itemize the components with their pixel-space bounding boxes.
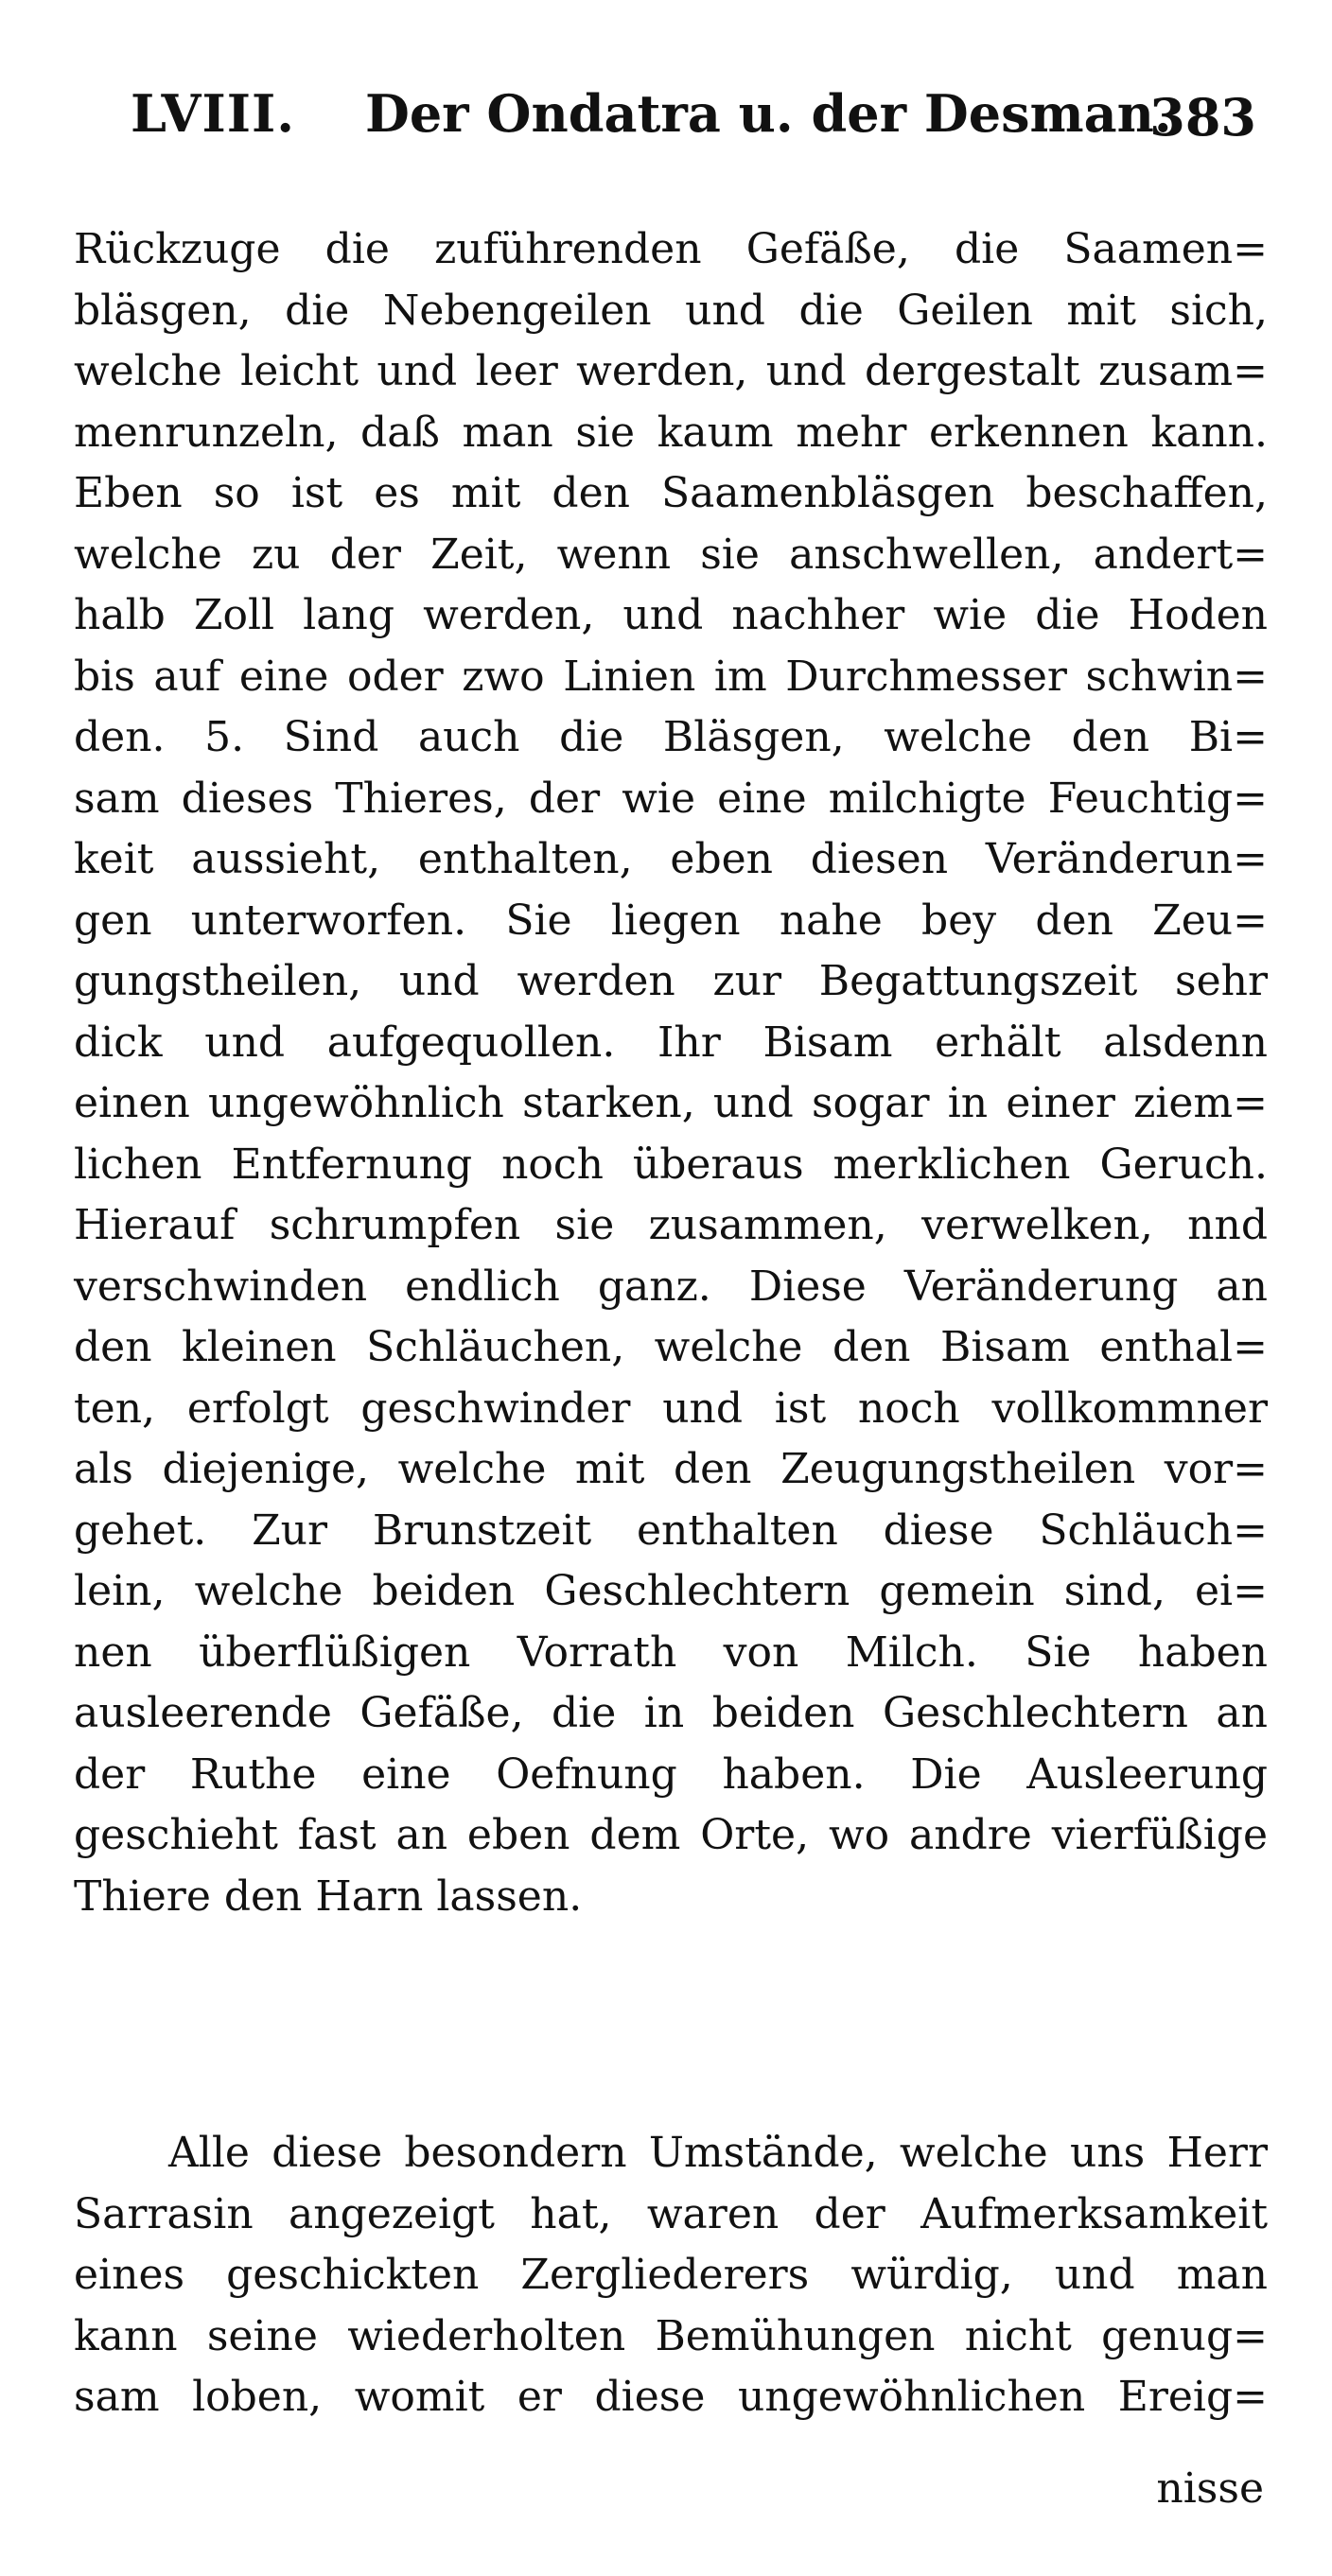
text-line: lichen Entfernung noch überaus merklichen Geruch. [74, 1140, 1268, 1189]
text-line: verschwinden endlich ganz. Diese Veränderung an [74, 1262, 1268, 1311]
text-line: bis auf eine oder zwo Linien im Durchmesser schwin= [74, 652, 1268, 701]
text-line: Rückzuge die zuführenden Gefäße, die Saamen= [74, 225, 1268, 273]
running-header [131, 83, 1266, 168]
text-line: als diejenige, welche mit den Zeugungstheilen vor= [74, 1445, 1268, 1493]
text-line: welche zu der Zeit, wenn sie anschwellen, andert= [74, 530, 1268, 579]
text-line: Hierauf schrumpfen sie zusammen, verwelken, nnd [74, 1201, 1268, 1249]
text-line: ten, erfolgt geschwinder und ist noch vollkommner [74, 1384, 1268, 1433]
text-line: lein, welche beiden Geschlechtern gemein sind, ei= [74, 1567, 1268, 1615]
text-line: Eben so ist es mit den Saamenbläsgen beschaffen, [74, 469, 1268, 517]
text-line: gen unterworfen. Sie liegen nahe bey den Zeu= [74, 896, 1268, 945]
text-line: welche leicht und leer werden, und dergestalt zusam= [74, 347, 1268, 395]
text-line: halb Zoll lang werden, und nachher wie die Hoden [74, 591, 1268, 639]
paragraph-1 [74, 219, 1268, 1927]
text-line: sam loben, womit er diese ungewöhnlichen Ereig= [74, 2373, 1268, 2421]
text-line: den. 5. Sind auch die Bläsgen, welche den Bi= [74, 713, 1268, 761]
page-number: 383 [1149, 87, 1256, 148]
catchword: nisse [1156, 2464, 1264, 2513]
text-line: menrunzeln, daß man sie kaum mehr erkennen kann. [74, 408, 1268, 457]
text-line: ausleerende Gefäße, die in beiden Geschlechtern an [74, 1689, 1268, 1737]
text-line: Sarrasin angezeigt hat, waren der Aufmerksamkeit [74, 2189, 1268, 2238]
text-line: der Ruthe eine Oefnung haben. Die Ausleerung [74, 1749, 1268, 1799]
text-line: bläsgen, die Nebengeilen und die Geilen mit sich, [74, 286, 1268, 335]
text-line: den kleinen Schläuchen, welche den Bisam enthal= [74, 1323, 1268, 1371]
text-line: gungstheilen, und werden zur Begattungszeit sehr [74, 957, 1268, 1005]
text-line: Thiere den Harn lassen. [74, 1871, 583, 1921]
text-line: gehet. Zur Brunstzeit enthalten diese Schläuch= [74, 1506, 1268, 1555]
text-line: Alle diese besondern Umstände, welche uns Herr [168, 2129, 1268, 2177]
text-line: dick und aufgequollen. Ihr Bisam erhält alsdenn [74, 1018, 1268, 1067]
text-line: eines geschickten Zergliederers würdig, und man [74, 2251, 1268, 2299]
text-line: kann seine wiederholten Bemühungen nicht genug= [74, 2311, 1268, 2360]
text-line: nen überflüßigen Vorrath von Milch. Sie haben [74, 1627, 1268, 1677]
text-line: keit aussieht, enthalten, eben diesen Veränderun= [74, 835, 1268, 883]
text-line: sam dieses Thieres, der wie eine milchigte Feuchtig= [74, 774, 1268, 823]
paragraph-2 [74, 2123, 1268, 2428]
text-line: einen ungewöhnlich starken, und sogar in einer ziem= [74, 1079, 1268, 1127]
running-title: Der Ondatra u. der Desman. [365, 83, 1172, 144]
chapter-number: LVIII. [131, 83, 296, 144]
text-line: geschieht fast an eben dem Orte, wo andre vierfüßige [74, 1811, 1268, 1859]
